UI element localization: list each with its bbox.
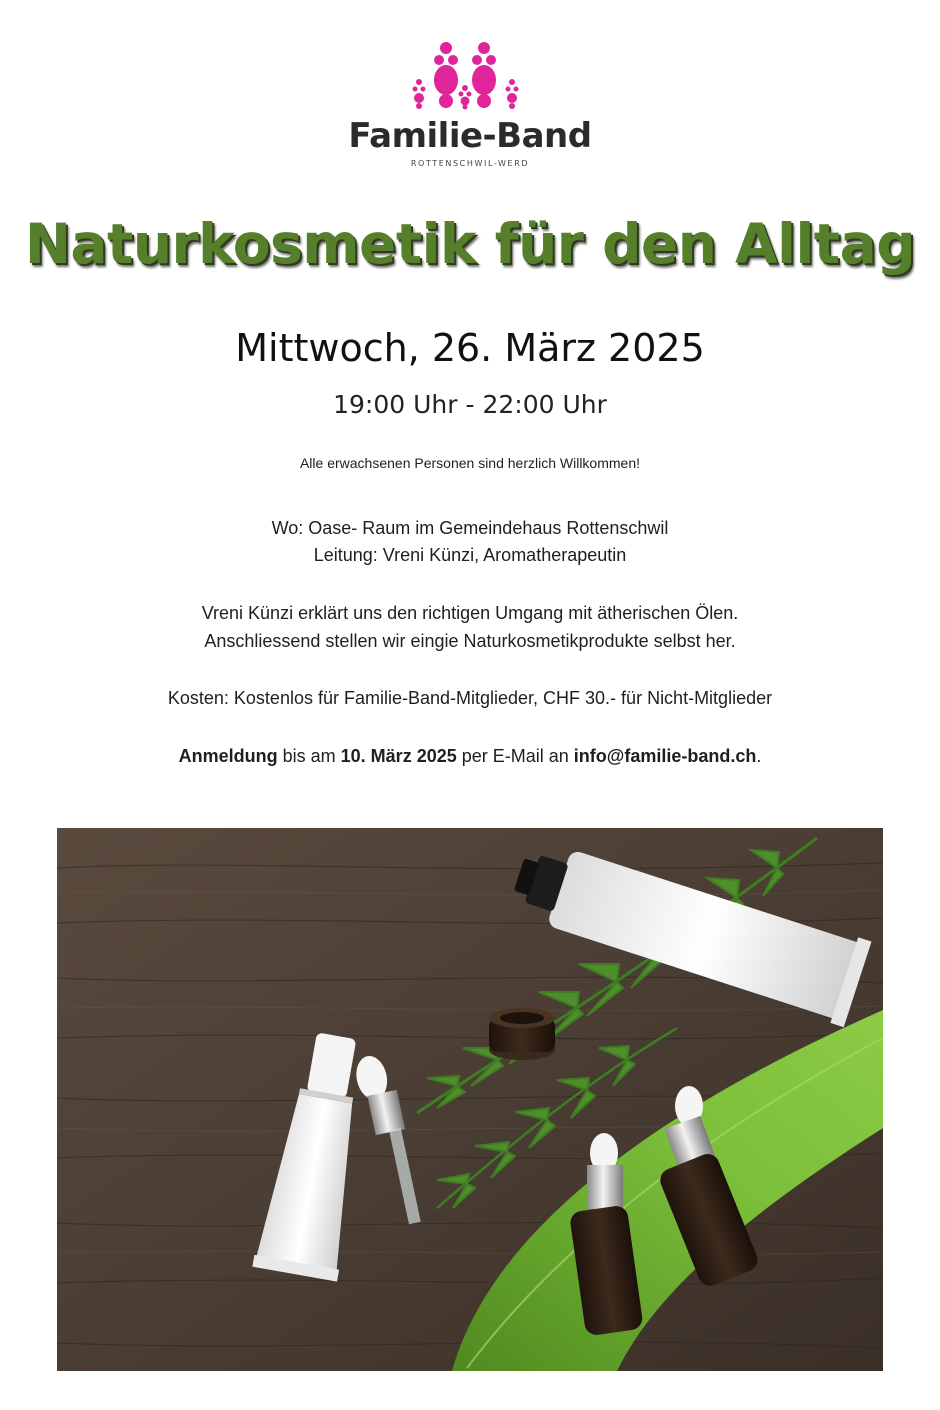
registration-email[interactable]: info@familie-band.ch: [573, 746, 757, 766]
logo: [0, 38, 940, 168]
registration-label: Anmeldung: [178, 746, 278, 766]
registration-line: [0, 746, 940, 767]
family-figures-icon: [409, 38, 529, 110]
welcome-text: Alle erwachsenen Personen sind herzlich Willkommen!: [299, 455, 641, 471]
logo-wordmark: Familie-Band: [348, 116, 592, 156]
registration-end: .: [756, 746, 762, 766]
registration-text-2: per E-Mail an: [456, 746, 574, 766]
description-line-2: Anschliessend stellen wir eingie Naturkosmetikprodukte selbst her.: [204, 631, 736, 651]
cost-line: Kosten: Kostenlos für Familie-Band-Mitglieder, CHF 30.- für Nicht-Mitglieder: [167, 688, 773, 708]
logo-location: ROTTENSCHWIL-WERD: [410, 159, 530, 168]
registration-text-1: bis am: [277, 746, 341, 766]
leader-line: Leitung: Vreni Künzi, Aromatherapeutin: [313, 545, 627, 565]
event-date: Mittwoch, 26. März 2025: [235, 326, 705, 370]
event-title: Naturkosmetik für den Alltag: [24, 212, 916, 276]
description-line-1: Vreni Künzi erklärt uns den richtigen Umgang mit ätherischen Ölen.: [201, 603, 739, 623]
event-time: 19:00 Uhr - 22:00 Uhr: [333, 390, 607, 419]
location-block: [0, 515, 940, 569]
description-block: [0, 599, 940, 655]
location-line: Wo: Oase- Raum im Gemeindehaus Rottenschwil: [271, 518, 669, 538]
registration-deadline: 10. März 2025: [340, 746, 457, 766]
cosmetics-photo: [57, 828, 883, 1371]
